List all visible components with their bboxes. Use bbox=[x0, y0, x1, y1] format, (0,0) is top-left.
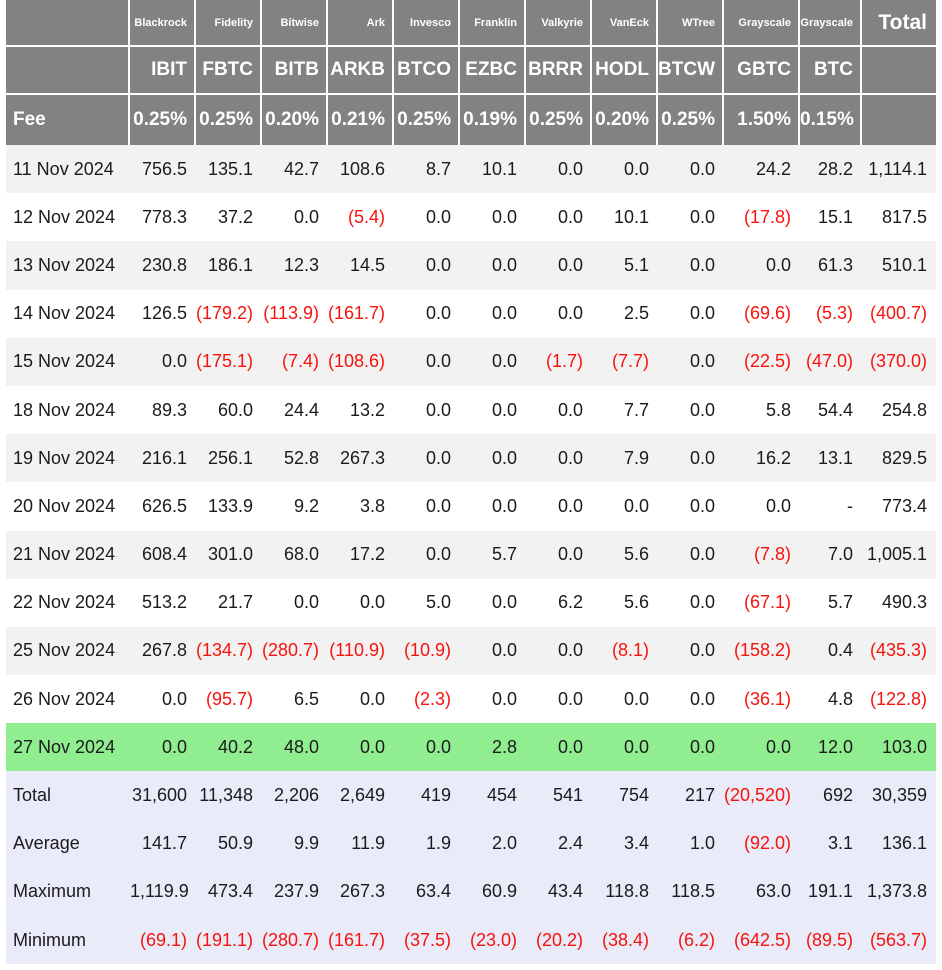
value-cell: (179.2) bbox=[196, 303, 254, 324]
value-cell: 778.3 bbox=[141, 206, 187, 227]
institution-header: Bitwise bbox=[262, 0, 328, 47]
summary-value-cell: (280.7) bbox=[262, 929, 320, 950]
value-cell: 216.1 bbox=[141, 447, 187, 468]
value-cell: 0.0 bbox=[425, 351, 451, 372]
summary-total-cell: (563.7) bbox=[869, 929, 927, 950]
fee-row-label: Fee bbox=[6, 95, 130, 145]
blank-header-cell bbox=[862, 47, 936, 95]
value-cell: 0.0 bbox=[557, 640, 583, 661]
summary-value-cell: 454 bbox=[486, 785, 517, 806]
corner-cell bbox=[6, 0, 130, 47]
fee-value-cell: 0.19% bbox=[460, 95, 526, 145]
value-cell: 0.0 bbox=[557, 544, 583, 565]
row-total-cell: 1,005.1 bbox=[866, 544, 927, 565]
fee-value-cell: 0.21% bbox=[328, 95, 394, 145]
summary-value-cell: (89.5) bbox=[805, 929, 853, 950]
date-cell: 19 Nov 2024 bbox=[13, 447, 116, 468]
summary-row-label: Maximum bbox=[13, 881, 92, 902]
summary-value-cell: 1.9 bbox=[425, 833, 451, 854]
institution-header: VanEck bbox=[592, 0, 658, 47]
value-cell: 0.0 bbox=[161, 351, 187, 372]
summary-value-cell: 1.0 bbox=[689, 833, 715, 854]
table-row bbox=[6, 193, 936, 241]
date-cell: 21 Nov 2024 bbox=[13, 544, 116, 565]
table-row bbox=[6, 434, 936, 482]
summary-value-cell: 60.9 bbox=[481, 881, 517, 902]
value-cell: (22.5) bbox=[743, 351, 791, 372]
date-cell: 22 Nov 2024 bbox=[13, 592, 116, 613]
value-cell: 52.8 bbox=[283, 447, 319, 468]
table-row bbox=[6, 531, 936, 579]
value-cell: 0.0 bbox=[557, 399, 583, 420]
value-cell: (280.7) bbox=[262, 640, 320, 661]
value-cell: 0.0 bbox=[689, 303, 715, 324]
summary-value-cell: (23.0) bbox=[469, 929, 517, 950]
value-cell: (8.1) bbox=[611, 640, 649, 661]
table-row bbox=[6, 627, 936, 675]
value-cell: 230.8 bbox=[141, 254, 187, 275]
value-cell: 626.5 bbox=[141, 495, 187, 516]
value-cell: 5.0 bbox=[425, 592, 451, 613]
summary-total-cell: 1,373.8 bbox=[866, 881, 927, 902]
value-cell: (7.4) bbox=[281, 351, 319, 372]
institutions-row bbox=[6, 0, 936, 47]
date-cell: 27 Nov 2024 bbox=[13, 736, 116, 757]
ticker-header: BITB bbox=[262, 47, 328, 95]
date-cell: 14 Nov 2024 bbox=[13, 303, 116, 324]
value-cell: (10.9) bbox=[403, 640, 451, 661]
value-cell: 0.0 bbox=[689, 254, 715, 275]
value-cell: 12.3 bbox=[283, 254, 319, 275]
value-cell: 0.0 bbox=[491, 303, 517, 324]
value-cell: 0.0 bbox=[425, 399, 451, 420]
value-cell: 0.0 bbox=[557, 303, 583, 324]
date-cell: 13 Nov 2024 bbox=[13, 254, 116, 275]
value-cell: 133.9 bbox=[207, 495, 253, 516]
summary-value-cell: 1,119.9 bbox=[130, 881, 189, 902]
summary-value-cell: 141.7 bbox=[141, 833, 187, 854]
fee-value-cell: 0.20% bbox=[262, 95, 328, 145]
value-cell: 5.7 bbox=[491, 544, 517, 565]
ticker-header: GBTC bbox=[724, 47, 800, 95]
value-cell: 0.0 bbox=[425, 254, 451, 275]
summary-value-cell: 11.9 bbox=[351, 833, 385, 854]
ticker-header: IBIT bbox=[130, 47, 196, 95]
summary-value-cell: (642.5) bbox=[733, 929, 791, 950]
value-cell: 6.5 bbox=[293, 688, 319, 709]
value-cell: 0.0 bbox=[557, 447, 583, 468]
summary-value-cell: 473.4 bbox=[207, 881, 253, 902]
value-cell: 0.0 bbox=[557, 158, 583, 179]
date-cell: 11 Nov 2024 bbox=[13, 158, 114, 179]
value-cell: 0.0 bbox=[425, 495, 451, 516]
value-cell: (161.7) bbox=[328, 303, 386, 324]
summary-value-cell: 2.0 bbox=[491, 833, 517, 854]
row-total-cell: 829.5 bbox=[881, 447, 927, 468]
summary-value-cell: 11,348 bbox=[199, 785, 253, 806]
fee-value-cell: 0.20% bbox=[592, 95, 658, 145]
row-total-cell: 817.5 bbox=[881, 206, 927, 227]
value-cell: 0.0 bbox=[491, 351, 517, 372]
value-cell: (113.9) bbox=[263, 303, 319, 324]
summary-value-cell: (38.4) bbox=[601, 929, 649, 950]
value-cell: 0.0 bbox=[491, 399, 517, 420]
value-cell: 0.0 bbox=[425, 544, 451, 565]
value-cell: (108.6) bbox=[328, 351, 386, 372]
value-cell: 8.7 bbox=[425, 158, 451, 179]
summary-value-cell: (92.0) bbox=[743, 833, 791, 854]
summary-value-cell: 541 bbox=[552, 785, 583, 806]
summary-row-minimum bbox=[6, 916, 936, 964]
value-cell: 10.1 bbox=[481, 158, 517, 179]
value-cell: 0.0 bbox=[689, 351, 715, 372]
value-cell: 126.5 bbox=[141, 303, 187, 324]
summary-value-cell: (37.5) bbox=[403, 929, 451, 950]
value-cell: 89.3 bbox=[151, 399, 187, 420]
value-cell: (5.4) bbox=[347, 206, 385, 227]
table-header bbox=[6, 0, 936, 145]
value-cell: 186.1 bbox=[207, 254, 253, 275]
row-total-cell: 103.0 bbox=[881, 736, 927, 757]
summary-value-cell: 43.4 bbox=[547, 881, 583, 902]
table-row-highlighted bbox=[6, 723, 936, 771]
value-cell: (69.6) bbox=[743, 303, 791, 324]
value-cell: 17.2 bbox=[349, 544, 385, 565]
ticker-header: EZBC bbox=[460, 47, 526, 95]
summary-value-cell: 9.9 bbox=[293, 833, 319, 854]
row-total-cell: 254.8 bbox=[881, 399, 927, 420]
table-row bbox=[6, 338, 936, 386]
value-cell: 21.7 bbox=[217, 592, 253, 613]
value-cell: 0.0 bbox=[689, 158, 715, 179]
fee-value-cell: 0.25% bbox=[658, 95, 724, 145]
summary-total-cell: 30,359 bbox=[871, 785, 927, 806]
row-total-cell: (435.3) bbox=[869, 640, 927, 661]
value-cell: (134.7) bbox=[196, 640, 254, 661]
value-cell: 0.0 bbox=[293, 592, 319, 613]
institution-header: Fidelity bbox=[196, 0, 262, 47]
value-cell: 0.0 bbox=[623, 158, 649, 179]
value-cell: 48.0 bbox=[283, 736, 319, 757]
value-cell: 0.0 bbox=[491, 447, 517, 468]
value-cell: 0.0 bbox=[491, 592, 517, 613]
value-cell: 54.4 bbox=[817, 399, 853, 420]
value-cell: 5.6 bbox=[623, 592, 649, 613]
summary-value-cell: 63.0 bbox=[755, 881, 791, 902]
value-cell: 12.0 bbox=[817, 736, 853, 757]
summary-row-label: Average bbox=[13, 833, 80, 854]
summary-value-cell: 2,206 bbox=[273, 785, 319, 806]
value-cell: 3.8 bbox=[359, 495, 385, 516]
summary-value-cell: (20.2) bbox=[535, 929, 583, 950]
value-cell: 24.2 bbox=[755, 158, 791, 179]
value-cell: 0.0 bbox=[425, 447, 451, 468]
ticker-header: HODL bbox=[592, 47, 658, 95]
summary-value-cell: 118.8 bbox=[605, 881, 649, 902]
ticker-header: BTC bbox=[800, 47, 862, 95]
value-cell: 0.0 bbox=[359, 736, 385, 757]
summary-value-cell: 2,649 bbox=[339, 785, 385, 806]
value-cell: 5.8 bbox=[765, 399, 791, 420]
value-cell: 0.0 bbox=[359, 688, 385, 709]
date-cell: 26 Nov 2024 bbox=[13, 688, 116, 709]
value-cell: 61.3 bbox=[817, 254, 853, 275]
fee-value-cell: 0.25% bbox=[130, 95, 196, 145]
value-cell: 0.0 bbox=[491, 688, 517, 709]
value-cell: (95.7) bbox=[205, 688, 253, 709]
value-cell: 135.1 bbox=[207, 158, 253, 179]
value-cell: 267.3 bbox=[339, 447, 385, 468]
summary-value-cell: 267.3 bbox=[339, 881, 385, 902]
value-cell: 0.0 bbox=[161, 688, 187, 709]
row-total-cell: (370.0) bbox=[869, 351, 927, 372]
summary-value-cell: (6.2) bbox=[677, 929, 715, 950]
summary-row-total bbox=[6, 771, 936, 819]
value-cell: 4.8 bbox=[827, 688, 853, 709]
ticker-header: BTCO bbox=[394, 47, 460, 95]
blank-header-cell bbox=[862, 95, 936, 145]
value-cell: 0.0 bbox=[689, 592, 715, 613]
value-cell: (7.7) bbox=[611, 351, 649, 372]
value-cell: 0.0 bbox=[359, 592, 385, 613]
value-cell: 513.2 bbox=[141, 592, 187, 613]
date-cell: 25 Nov 2024 bbox=[13, 640, 116, 661]
table-row bbox=[6, 482, 936, 530]
value-cell: 0.0 bbox=[623, 736, 649, 757]
value-cell: 0.0 bbox=[557, 254, 583, 275]
value-cell: 0.0 bbox=[557, 736, 583, 757]
row-total-cell: 1,114.1 bbox=[868, 158, 927, 179]
value-cell: (158.2) bbox=[733, 640, 791, 661]
ticker-header: BTCW bbox=[658, 47, 724, 95]
value-cell: 68.0 bbox=[283, 544, 319, 565]
value-cell: 6.2 bbox=[557, 592, 583, 613]
value-cell: 2.5 bbox=[623, 303, 649, 324]
institution-header: Valkyrie bbox=[526, 0, 592, 47]
value-cell: 0.0 bbox=[689, 447, 715, 468]
summary-value-cell: (69.1) bbox=[139, 929, 187, 950]
value-cell: 28.2 bbox=[817, 158, 853, 179]
value-cell: (2.3) bbox=[413, 688, 451, 709]
value-cell: 0.0 bbox=[425, 303, 451, 324]
value-cell: 108.6 bbox=[339, 158, 385, 179]
value-cell: 0.0 bbox=[491, 640, 517, 661]
summary-value-cell: 217 bbox=[684, 785, 715, 806]
fee-value-cell: 0.15% bbox=[800, 95, 862, 145]
summary-value-cell: 118.5 bbox=[671, 881, 715, 902]
value-cell: 60.0 bbox=[217, 399, 253, 420]
table-row bbox=[6, 579, 936, 627]
fee-value-cell: 0.25% bbox=[526, 95, 592, 145]
corner-cell bbox=[6, 47, 130, 95]
value-cell: 0.0 bbox=[689, 640, 715, 661]
row-total-cell: 773.4 bbox=[881, 495, 927, 516]
table-row bbox=[6, 241, 936, 289]
summary-row-average bbox=[6, 820, 936, 868]
value-cell: 0.0 bbox=[623, 688, 649, 709]
value-cell: 0.0 bbox=[765, 736, 791, 757]
date-cell: 15 Nov 2024 bbox=[13, 351, 116, 372]
summary-value-cell: 50.9 bbox=[217, 833, 253, 854]
tickers-row bbox=[6, 47, 936, 95]
etf-flows-table bbox=[6, 0, 936, 964]
value-cell: 0.0 bbox=[689, 688, 715, 709]
table-row bbox=[6, 675, 936, 723]
fee-value-cell: 1.50% bbox=[724, 95, 800, 145]
value-cell: 0.0 bbox=[293, 206, 319, 227]
table-body bbox=[6, 145, 936, 964]
value-cell: 0.0 bbox=[557, 206, 583, 227]
institution-header: Grayscale bbox=[724, 0, 800, 47]
institution-header: Blackrock bbox=[130, 0, 196, 47]
value-cell: (47.0) bbox=[805, 351, 853, 372]
value-cell: 7.0 bbox=[827, 544, 853, 565]
value-cell: 0.0 bbox=[689, 544, 715, 565]
value-cell: 24.4 bbox=[283, 399, 319, 420]
institution-header: Grayscale bbox=[800, 0, 862, 47]
summary-total-cell: 136.1 bbox=[881, 833, 927, 854]
table-row bbox=[6, 386, 936, 434]
value-cell: 267.8 bbox=[141, 640, 187, 661]
summary-value-cell: 191.1 bbox=[807, 881, 853, 902]
value-cell: 5.6 bbox=[623, 544, 649, 565]
value-cell: 0.0 bbox=[689, 206, 715, 227]
value-cell: 0.0 bbox=[689, 399, 715, 420]
summary-value-cell: 31,600 bbox=[131, 785, 187, 806]
value-cell: 0.0 bbox=[689, 495, 715, 516]
row-total-cell: (400.7) bbox=[869, 303, 927, 324]
total-column-header: Total bbox=[862, 0, 936, 47]
value-cell: 0.0 bbox=[425, 206, 451, 227]
value-cell: 15.1 bbox=[817, 206, 853, 227]
value-cell: 10.1 bbox=[613, 206, 649, 227]
value-cell: 5.1 bbox=[623, 254, 649, 275]
value-cell: 0.0 bbox=[689, 736, 715, 757]
summary-value-cell: (20,520) bbox=[724, 785, 792, 806]
institution-header: WTree bbox=[658, 0, 724, 47]
summary-value-cell: 2.4 bbox=[557, 833, 583, 854]
value-cell: 37.2 bbox=[217, 206, 253, 227]
value-cell: 0.0 bbox=[491, 495, 517, 516]
value-cell: (36.1) bbox=[743, 688, 791, 709]
value-cell: 0.0 bbox=[557, 688, 583, 709]
date-cell: 18 Nov 2024 bbox=[13, 399, 116, 420]
value-cell: 7.9 bbox=[623, 447, 649, 468]
institution-header: Invesco bbox=[394, 0, 460, 47]
value-cell: 42.7 bbox=[283, 158, 319, 179]
fee-value-cell: 0.25% bbox=[394, 95, 460, 145]
summary-value-cell: (191.1) bbox=[196, 929, 254, 950]
summary-value-cell: 3.1 bbox=[827, 833, 853, 854]
summary-value-cell: 63.4 bbox=[415, 881, 451, 902]
date-cell: 12 Nov 2024 bbox=[13, 206, 116, 227]
value-cell: 16.2 bbox=[755, 447, 791, 468]
value-cell: 256.1 bbox=[207, 447, 253, 468]
row-total-cell: 510.1 bbox=[881, 254, 927, 275]
value-cell: 608.4 bbox=[141, 544, 187, 565]
value-cell: 13.1 bbox=[817, 447, 853, 468]
value-cell: 7.7 bbox=[623, 399, 649, 420]
institution-header: Franklin bbox=[460, 0, 526, 47]
table-row bbox=[6, 290, 936, 338]
fee-value-cell: 0.25% bbox=[196, 95, 262, 145]
summary-row-maximum bbox=[6, 868, 936, 916]
value-cell: 13.2 bbox=[349, 399, 385, 420]
ticker-header: ARKB bbox=[328, 47, 394, 95]
fee-row bbox=[6, 95, 936, 145]
value-cell: 0.4 bbox=[827, 640, 853, 661]
value-cell: (175.1) bbox=[196, 351, 254, 372]
value-cell: 301.0 bbox=[207, 544, 253, 565]
ticker-header: FBTC bbox=[196, 47, 262, 95]
summary-value-cell: 754 bbox=[618, 785, 649, 806]
summary-row-label: Minimum bbox=[13, 929, 87, 950]
value-cell: 14.5 bbox=[349, 254, 385, 275]
value-cell: (5.3) bbox=[815, 303, 853, 324]
value-cell: 0.0 bbox=[765, 254, 791, 275]
value-cell: 0.0 bbox=[491, 254, 517, 275]
value-cell: 0.0 bbox=[765, 495, 791, 516]
summary-value-cell: 237.9 bbox=[273, 881, 319, 902]
value-cell: 756.5 bbox=[141, 158, 187, 179]
value-cell: - bbox=[847, 495, 853, 516]
summary-value-cell: 3.4 bbox=[623, 833, 649, 854]
summary-row-label: Total bbox=[13, 785, 52, 806]
value-cell: 0.0 bbox=[623, 495, 649, 516]
value-cell: 9.2 bbox=[293, 495, 319, 516]
value-cell: (110.9) bbox=[329, 640, 385, 661]
value-cell: 0.0 bbox=[425, 736, 451, 757]
summary-value-cell: 419 bbox=[420, 785, 451, 806]
value-cell: (1.7) bbox=[545, 351, 583, 372]
value-cell: (67.1) bbox=[743, 592, 791, 613]
value-cell: 0.0 bbox=[161, 736, 187, 757]
value-cell: 5.7 bbox=[827, 592, 853, 613]
institution-header: Ark bbox=[328, 0, 394, 47]
row-total-cell: 490.3 bbox=[881, 592, 927, 613]
value-cell: (7.8) bbox=[753, 544, 791, 565]
table-row bbox=[6, 145, 936, 193]
value-cell: (17.8) bbox=[743, 206, 791, 227]
ticker-header: BRRR bbox=[526, 47, 592, 95]
row-total-cell: (122.8) bbox=[869, 688, 927, 709]
summary-value-cell: 692 bbox=[822, 785, 853, 806]
summary-value-cell: (161.7) bbox=[328, 929, 386, 950]
date-cell: 20 Nov 2024 bbox=[13, 495, 116, 516]
value-cell: 0.0 bbox=[557, 495, 583, 516]
value-cell: 2.8 bbox=[491, 736, 517, 757]
value-cell: 0.0 bbox=[491, 206, 517, 227]
value-cell: 40.2 bbox=[217, 736, 253, 757]
